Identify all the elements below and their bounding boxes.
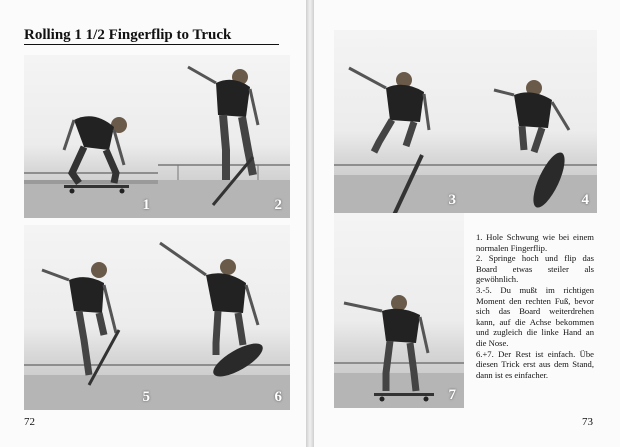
instruction-step: 3.-5. Du mußt im richtigen Moment den rechten Fuß, bevor sich das Board weiterdrehen kann, auf die Achse bekommen und zugleich die linke Hand an die Nose. — [476, 284, 594, 348]
skater-land-icon — [334, 213, 464, 408]
skater-crouch-icon — [24, 55, 158, 218]
photo-6 — [158, 225, 290, 410]
skater-flip-icon — [464, 30, 597, 213]
skater-jump-icon — [334, 30, 464, 213]
book-gutter — [306, 0, 314, 447]
photo-number: 6 — [274, 389, 282, 405]
photo-number: 7 — [448, 387, 456, 403]
photo-5 — [24, 225, 158, 410]
instruction-step: 2. Springe hoch und flip das Board etwas steiler als gewöhnlich. — [476, 253, 594, 285]
photo-number: 2 — [274, 197, 282, 213]
page-number-left: 72 — [24, 416, 35, 428]
photo-number: 4 — [581, 192, 589, 208]
instruction-step: 6.+7. Der Rest ist einfach. Übe diesen Trick erst aus dem Stand, dann ist es einfacher. — [476, 348, 594, 380]
photo-number: 1 — [142, 197, 150, 213]
photo-1 — [24, 55, 158, 218]
photo-number: 3 — [448, 192, 456, 208]
photo-number: 5 — [142, 389, 150, 405]
instruction-text — [476, 232, 594, 380]
skater-turn-icon — [158, 225, 290, 410]
instruction-step: 1. Hole Schwung wie bei einem normalen Fingerflip. — [476, 232, 594, 253]
photo-2 — [158, 55, 290, 218]
skater-grab-icon — [24, 225, 158, 410]
photo-4 — [464, 30, 597, 213]
page-number-right: 73 — [582, 416, 593, 428]
photo-3 — [334, 30, 464, 213]
photo-7 — [334, 213, 464, 408]
page-title: Rolling 1 1/2 Fingerflip to Truck — [24, 27, 279, 45]
skater-reach-icon — [158, 55, 290, 218]
